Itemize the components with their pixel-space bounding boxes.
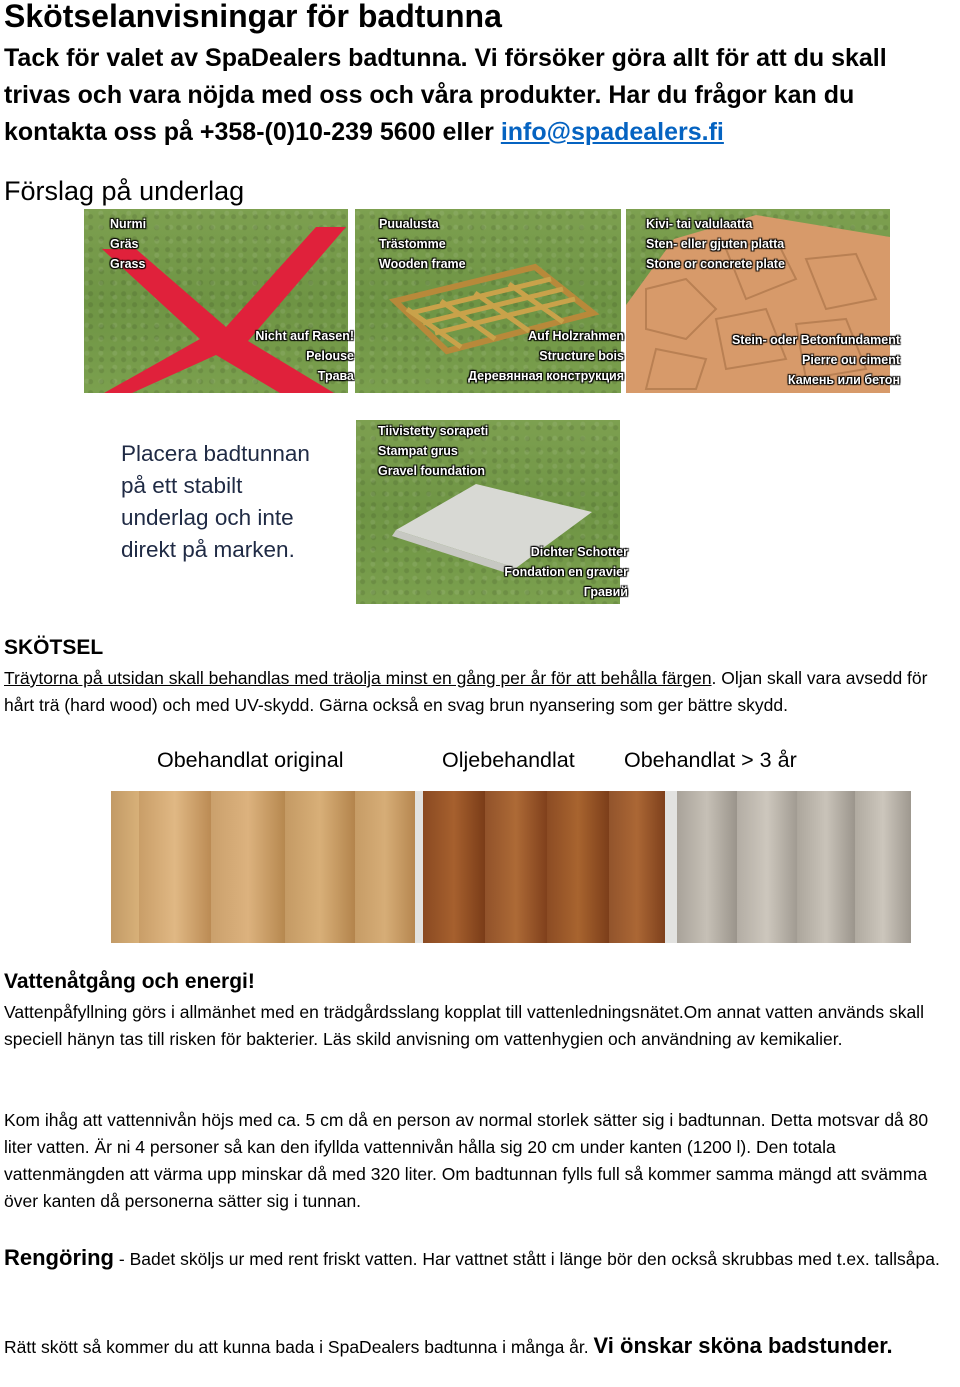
- vatten-paragraph-1: Vattenpåfyllning görs i allmänhet med en trädgårdsslang kopplat till vattenledningsnätet.Om annat vatten används skall speciell hänyn tas till risken för bakterier. Läs skild anvisning om vattenhygien och användning av kemikalier.: [4, 1002, 924, 1049]
- closing-paragraph: [4, 1330, 958, 1363]
- closing-text: Rätt skött så kommer du att kunna bada i SpaDealers badtunna i många år.: [4, 1337, 594, 1357]
- skotsel-heading: SKÖTSEL: [4, 636, 104, 659]
- vatten-heading: Vattenåtgång och energi!: [4, 970, 255, 993]
- vatten-paragraph-2: Kom ihåg att vattennivån höjs med ca. 5 cm då en person av normal storlek sätter sig i badtunnan. Detta motsvar då 80 liter vatten. Är ni 4 personer så kan den ifyllda vattennivån hålla sig 20 cm under kanten (1200 l). Den totala vattenmängden att värma upp minskar då med 320 liter. Om badtunnan fylls full så kommer samma mängd att svämma över kanten då personerna sätter sig i tunnan.: [4, 1110, 929, 1211]
- grass-photo: [84, 209, 354, 393]
- rengoring-paragraph: [4, 1244, 958, 1273]
- stone-bottom-caption: Stein- oder Betonfundament Pierre ou ciment Камень или бетон: [731, 333, 900, 387]
- compare-label-aged: Obehandlat > 3 år: [624, 748, 797, 772]
- compare-label-original: Obehandlat original: [157, 748, 344, 772]
- skotsel-rest: . Oljan skall vara avsedd för hårt trä (hard wood) och med UV-skydd. Gärna också en svag brun nyansering som ger bättre skydd.: [4, 668, 928, 715]
- wood-frame-photo: [355, 209, 624, 393]
- gravel-top-caption: Tiivistetty sorapeti Stampat grus Gravel foundation: [378, 424, 489, 478]
- rengoring-text: Badet sköljs ur med rent friskt vatten. Har vattnet stått i länge bör den också skrubbas med t.ex. tallsåpa.: [129, 1249, 940, 1269]
- grass-bottom-caption: Nicht auf Rasen! Pelouse Трава: [255, 329, 354, 383]
- compare-label-oiled: Oljebehandlat: [442, 748, 575, 772]
- page-title: Skötselanvisningar för badtunna: [4, 0, 502, 34]
- stone-photo: [626, 209, 900, 393]
- rengoring-dash: -: [114, 1249, 130, 1269]
- skotsel-underlined: Träytorna på utsidan skall behandlas med träolja minst en gång per år för att behålla färgen: [4, 668, 712, 688]
- rengoring-heading: Rengöring: [4, 1245, 114, 1270]
- underlag-heading: Förslag på underlag: [4, 176, 245, 206]
- grass-top-caption: Nurmi Gräs Grass: [110, 217, 147, 271]
- stone-top-caption: Kivi- tai valulaatta Sten- eller gjuten platta Stone or concrete plate: [646, 217, 785, 271]
- email-link[interactable]: info@spadealers.fi: [500, 118, 724, 146]
- intro-text: Tack för valet av SpaDealers badtunna. Vi försöker göra allt för att du skall trivas och vara nöjda med oss och våra produkter. Har du frågor kan du kontakta oss på +358-(0)10-239 5600 eller: [4, 44, 887, 146]
- wood-frame-bottom-caption: Auf Holzrahmen Structure bois Деревянная конструкция: [468, 329, 624, 383]
- closing-bold: Vi önskar sköna badstunder.: [593, 1333, 893, 1358]
- wood-comparison-photo: [111, 791, 911, 943]
- gravel-bottom-caption: Dichter Schotter Fondation en gravier Гравий: [504, 545, 628, 599]
- intro-paragraph: [4, 40, 954, 151]
- wood-frame-top-caption: Puualusta Trästomme Wooden frame: [379, 217, 466, 271]
- skotsel-paragraph: [4, 665, 958, 719]
- placement-note: Placera badtunnan på ett stabilt underlag och inte direkt på marken.: [121, 441, 310, 562]
- gravel-photo: [356, 420, 628, 604]
